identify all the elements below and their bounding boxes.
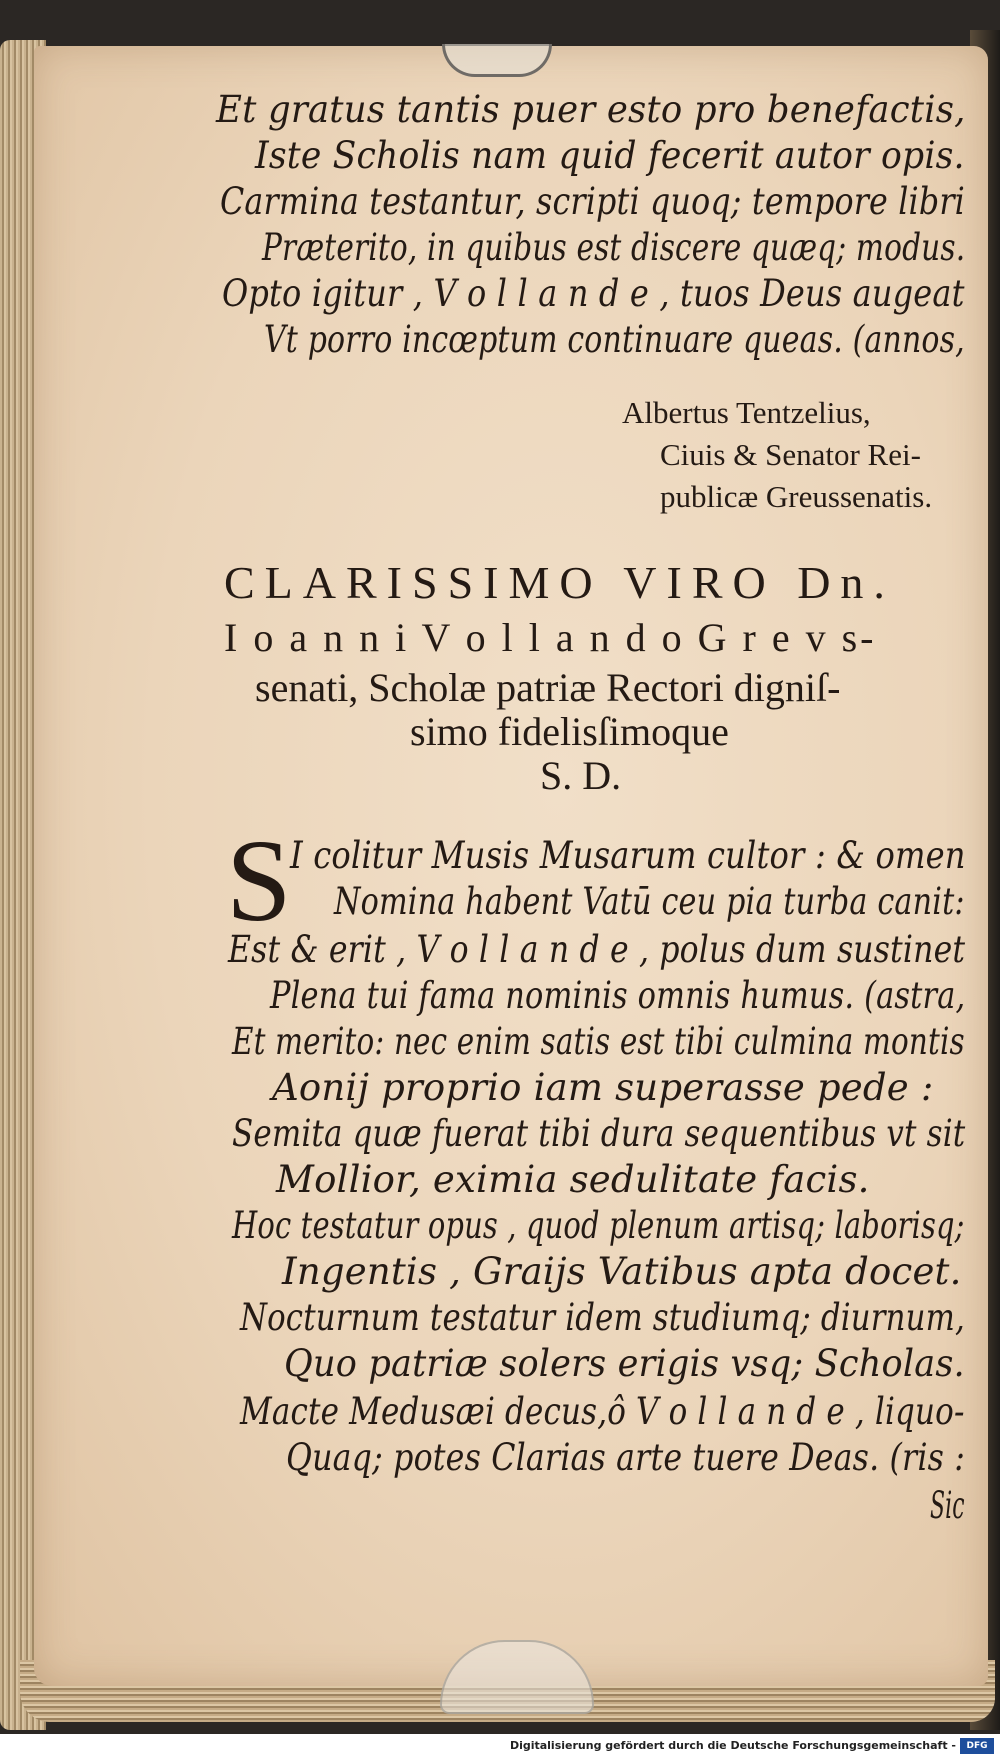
poem1-line-2: Iste Scholis nam quid fecerit autor opis. — [255, 134, 965, 177]
digitization-footer — [0, 1734, 1000, 1758]
salutation: S. D. — [540, 753, 622, 798]
poem1-line-6: Vt porro incœptum continuare queas. (annos, — [264, 318, 965, 361]
poem2-line-6: Aonij proprio iam superasse pede : — [272, 1066, 934, 1109]
catchword: Sic — [930, 1484, 965, 1527]
dfg-logo: DFG — [960, 1738, 994, 1754]
poem2-line-13: Macte Medusæi decus,ô V o l l a n d e , liquo- — [240, 1390, 965, 1433]
drop-cap: S — [226, 815, 292, 946]
dedication-heading-line-4: simo fidelisſimoque — [410, 709, 729, 754]
poem1-line-5: Opto igitur , V o l l a n d e , tuos Deus augeat — [222, 272, 965, 315]
poem2-line-1: I colitur Musis Musarum cultor : & omen — [290, 834, 966, 877]
poem2-line-5: Et merito: nec enim satis est tibi culmina montis — [232, 1020, 965, 1063]
poem2-line-10: Ingentis , Graijs Vatibus apta docet. — [282, 1250, 962, 1293]
signature-line-2: Ciuis & Senator Rei- — [660, 437, 921, 472]
dedication-heading-line-2: I o a n n i V o l l a n d o G r e v s- — [224, 615, 877, 660]
poem2-line-2: Nomina habent Vatū ceu pia turba canit: — [334, 880, 965, 923]
signature-line-1: Albertus Tentzelius, — [622, 395, 871, 430]
signature-line-3: publicæ Greussenatis. — [660, 479, 933, 514]
poem2-line-12: Quo patriæ solers erigis vsq; Scholas. — [284, 1342, 965, 1385]
poem2-line-8: Mollior, eximia sedulitate facis. — [276, 1158, 870, 1201]
poem2-line-9: Hoc testatur opus , quod plenum artisq; laborisq; — [232, 1204, 965, 1247]
dedication-heading-line-3: senati, Scholæ patriæ Rectori digniſ- — [255, 665, 841, 710]
poem2-line-4: Plena tui fama nominis omnis humus. (astra, — [270, 974, 966, 1017]
poem1-line-1: Et gratus tantis puer esto pro benefactis, — [216, 88, 966, 131]
page-clip-top — [442, 44, 552, 77]
poem1-line-4: Præterito, in quibus est discere quæq; modus. — [262, 226, 966, 269]
poem2-line-14: Quaq; potes Clarias arte tuere Deas. (ris : — [286, 1436, 966, 1479]
footer-credit: Digitalisierung gefördert durch die Deutsche Forschungsgemeinschaft - — [509, 1739, 956, 1752]
poem2-line-3: Est & erit , V o l l a n d e , polus dum sustinet — [228, 928, 966, 971]
poem2-line-7: Semita quæ fuerat tibi dura sequentibus vt sit — [232, 1112, 966, 1155]
poem1-line-3: Carmina testantur, scripti quoq; tempore libri — [220, 180, 965, 223]
poem2-line-11: Nocturnum testatur idem studiumq; diurnum, — [240, 1296, 965, 1339]
dedication-heading: CLARISSIMO VIRO Dn. — [224, 557, 895, 608]
